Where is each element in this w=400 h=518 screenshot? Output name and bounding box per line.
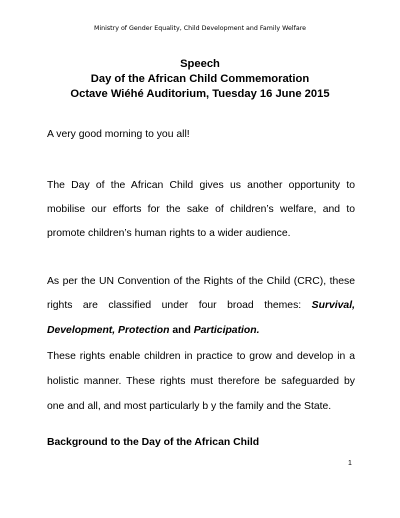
paragraph-1-line-3: promote children’s human rights to a wider audience. <box>47 228 291 239</box>
page-number: 1 <box>348 460 352 467</box>
theme-development: Development, <box>47 325 116 336</box>
paragraph-2-line-3 <box>47 325 355 336</box>
section-heading: Background to the Day of the African Child <box>47 437 260 448</box>
paragraph-3-line-2: holistic manner. These rights must therefore be safeguarded by <box>47 376 355 387</box>
theme-survival: Survival, <box>311 300 355 311</box>
paragraph-1-line-1: The Day of the African Child gives us another opportunity to <box>47 180 355 191</box>
title-speech: Speech <box>180 58 220 70</box>
greeting-text: A very good morning to you all! <box>47 129 190 140</box>
paragraph-1-line-2: mobilise our efforts for the sake of children’s welfare, and to <box>47 204 355 215</box>
theme-protection: Protection <box>118 325 170 336</box>
themes-intro-text: rights are classified under four broad themes: <box>47 300 302 311</box>
ministry-header: Ministry of Gender Equality, Child Development and Family Welfare <box>93 25 307 32</box>
theme-participation: Participation. <box>193 325 260 336</box>
paragraph-3-line-3: one and all, and most particularly b y the family and the State. <box>47 401 332 412</box>
title-venue-date: Octave Wiéhé Auditorium, Tuesday 16 June 2015 <box>70 88 330 100</box>
speech-title-block <box>0 57 400 102</box>
title-event: Day of the African Child Commemoration <box>90 73 310 85</box>
paragraph-2-line-1: As per the UN Convention of the Rights of the Child (CRC), these <box>47 276 355 287</box>
paragraph-3-line-1: These rights enable children in practice to grow and develop in a <box>47 351 355 362</box>
and-word: and <box>172 325 191 336</box>
paragraph-2-line-2 <box>47 300 355 311</box>
